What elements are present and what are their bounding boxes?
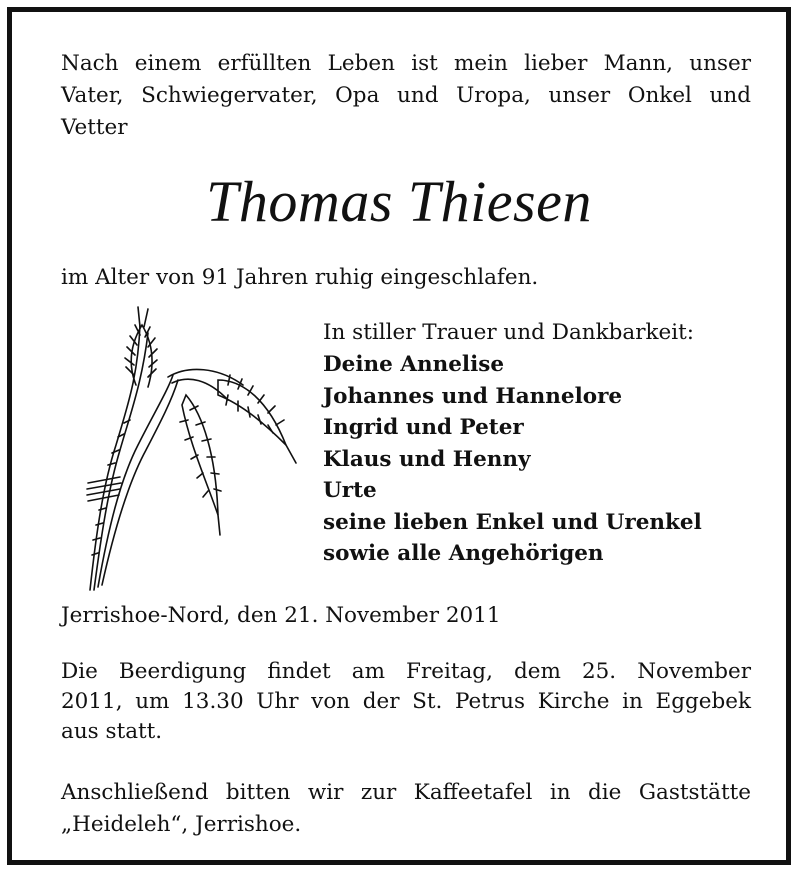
intro-text xyxy=(61,48,751,144)
notice-frame xyxy=(7,7,791,865)
mourner-name: Ingrid und Peter xyxy=(323,415,524,440)
funeral-info xyxy=(61,657,751,747)
mourner-name: Johannes und Hannelore xyxy=(323,383,623,409)
mourners-block xyxy=(323,317,702,570)
mourner-name: sowie alle Angehörigen xyxy=(323,541,604,566)
intro-line: Vetter xyxy=(61,115,128,140)
place-date: Jerrishoe-Nord, den 21. November 2011 xyxy=(61,603,501,628)
intro-line: Vater, Schwiegervater, Opa und Uropa, unser Onkel und xyxy=(61,83,751,108)
notice-content xyxy=(12,12,786,860)
funeral-line: aus statt. xyxy=(61,719,163,744)
age-line: im Alter von 91 Jahren ruhig eingeschlafen. xyxy=(61,265,539,290)
mourners-lead: In stiller Trauer und Dankbarkeit: xyxy=(323,320,695,345)
coffee-line: Anschließend bitten wir zur Kaffeetafel in die Gaststätte xyxy=(61,780,751,805)
funeral-line: Die Beerdigung findet am Freitag, dem 25. November xyxy=(61,659,751,684)
mourner-name: Deine Annelise xyxy=(323,352,505,377)
mourner-name: Klaus und Henny xyxy=(323,446,531,472)
coffee-line: „Heideleh“, Jerrishoe. xyxy=(61,812,302,837)
funeral-line: 2011, um 13.30 Uhr von der St. Petrus Kirche in Eggebek xyxy=(61,689,751,714)
intro-line: Nach einem erfüllten Leben ist mein lieber Mann, unser xyxy=(61,51,751,76)
deceased-name: Thomas Thiesen xyxy=(206,169,592,234)
coffee-info xyxy=(61,777,751,841)
mourner-name: Urte xyxy=(323,478,377,503)
wheat-ears-icon xyxy=(68,305,298,595)
mourner-name: seine lieben Enkel und Urenkel xyxy=(323,509,702,535)
mourners-list xyxy=(323,349,702,570)
